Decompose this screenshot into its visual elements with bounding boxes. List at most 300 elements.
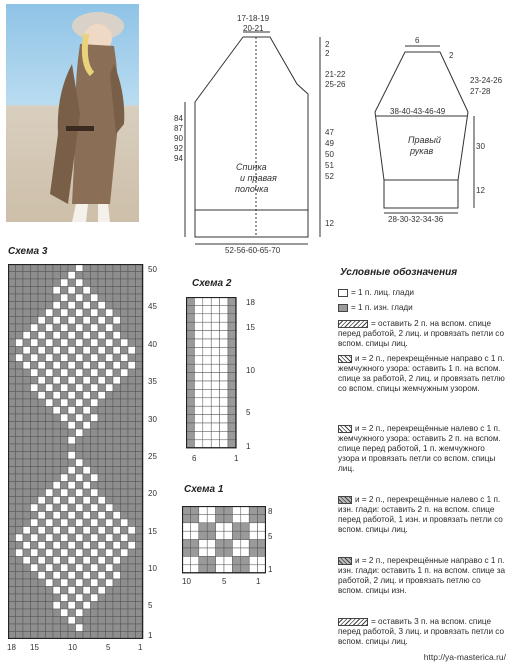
- grid-cell: [211, 431, 219, 439]
- grid-cell: [53, 534, 61, 542]
- grid-cell: [216, 531, 224, 539]
- grid-cell: [61, 587, 69, 595]
- grid-cell: [76, 429, 84, 437]
- grid-cell: [38, 497, 46, 505]
- grid-cell: [8, 467, 16, 475]
- grid-cell: [53, 474, 61, 482]
- grid-cell: [68, 392, 76, 400]
- grid-cell: [136, 399, 144, 407]
- grid-cell: [68, 452, 76, 460]
- grid-cell: [68, 377, 76, 385]
- grid-cell: [258, 540, 266, 548]
- grid-cell: [23, 444, 31, 452]
- grid-cell: [61, 302, 69, 310]
- grid-cell: [53, 369, 61, 377]
- grid-cell: [106, 287, 114, 295]
- grid-cell: [199, 514, 207, 522]
- grid-cell: [106, 347, 114, 355]
- grid-cell: [98, 489, 106, 497]
- grid-cell: [31, 519, 39, 527]
- grid-cell: [83, 527, 91, 535]
- grid-cell: [128, 437, 136, 445]
- back-top-2b: 2: [325, 49, 330, 58]
- schema3-title: Схема 3: [8, 246, 48, 257]
- grid-cell: [207, 540, 215, 548]
- grid-cell: [128, 272, 136, 280]
- grid-cell: [61, 579, 69, 587]
- grid-cell: [61, 474, 69, 482]
- grid-cell: [128, 384, 136, 392]
- grid-cell: [8, 369, 16, 377]
- grid-cell: [53, 422, 61, 430]
- grid-cell: [203, 347, 211, 355]
- grid-cell: [61, 519, 69, 527]
- grid-cell: [23, 617, 31, 625]
- grid-cell: [53, 497, 61, 505]
- grid-cell: [53, 617, 61, 625]
- grid-cell: [91, 437, 99, 445]
- grid-cell: [53, 339, 61, 347]
- grid-cell: [16, 572, 24, 580]
- grid-cell: [203, 423, 211, 431]
- grid-cell: [83, 609, 91, 617]
- grid-cell: [91, 399, 99, 407]
- grid-cell: [61, 482, 69, 490]
- grid-cell: [61, 512, 69, 520]
- grid-cell: [83, 294, 91, 302]
- sleeve-label-1: Правый: [408, 135, 441, 145]
- grid-cell: [228, 305, 236, 313]
- grid-cell: [76, 504, 84, 512]
- grid-cell: [106, 369, 114, 377]
- grid-cell: [121, 429, 129, 437]
- grid-cell: [194, 322, 202, 330]
- grid-cell: [76, 294, 84, 302]
- grid-cell: [68, 519, 76, 527]
- grid-cell: [23, 384, 31, 392]
- grid-cell: [128, 332, 136, 340]
- legend-item-cable-2: = оставить 2 п. на вспом. спице перед работой, 2 лиц. и провязать петли со вспом. спицы лиц.: [338, 319, 505, 348]
- grid-cell: [211, 423, 219, 431]
- grid-cell: [91, 519, 99, 527]
- grid-cell: [203, 406, 211, 414]
- grid-cell: [91, 369, 99, 377]
- grid-cell: [128, 287, 136, 295]
- grid-cell: [31, 564, 39, 572]
- grid-cell: [23, 407, 31, 415]
- grid-cell: [61, 617, 69, 625]
- grid-cell: [182, 548, 190, 556]
- grid-cell: [98, 587, 106, 595]
- grid-cell: [106, 354, 114, 362]
- grid-cell: [232, 556, 240, 564]
- grid-cell: [16, 422, 24, 430]
- grid-cell: [8, 489, 16, 497]
- schema2-title: Схема 2: [192, 278, 232, 289]
- grid-cell: [61, 609, 69, 617]
- grid-cell: [228, 297, 236, 305]
- grid-cell: [83, 504, 91, 512]
- grid-cell: [68, 587, 76, 595]
- grid-cell: [128, 302, 136, 310]
- grid-cell: [182, 540, 190, 548]
- grid-cell: [91, 272, 99, 280]
- grid-cell: [91, 557, 99, 565]
- grid-cell: [31, 512, 39, 520]
- grid-cell: [98, 279, 106, 287]
- grid-cell: [8, 429, 16, 437]
- grid-cell: [91, 632, 99, 640]
- grid-cell: [113, 549, 121, 557]
- grid-cell: [113, 309, 121, 317]
- grid-cell: [38, 279, 46, 287]
- grid-cell: [68, 504, 76, 512]
- grid-cell: [106, 339, 114, 347]
- grid-cell: [68, 497, 76, 505]
- grid-cell: [83, 317, 91, 325]
- grid-cell: [16, 624, 24, 632]
- grid-cell: [136, 459, 144, 467]
- grid-cell: [61, 459, 69, 467]
- grid-cell: [136, 602, 144, 610]
- grid-cell: [23, 422, 31, 430]
- grid-cell: [23, 602, 31, 610]
- grid-cell: [46, 534, 54, 542]
- grid-cell: [136, 617, 144, 625]
- grid-cell: [46, 549, 54, 557]
- grid-cell: [23, 564, 31, 572]
- grid-cell: [216, 506, 224, 514]
- grid-cell: [121, 617, 129, 625]
- grid-cell: [91, 564, 99, 572]
- grid-cell: [16, 602, 24, 610]
- grid-cell: [121, 542, 129, 550]
- grid-cell: [98, 617, 106, 625]
- back-height-3: 90: [174, 134, 183, 143]
- grid-cell: [16, 347, 24, 355]
- grid-cell: [91, 624, 99, 632]
- grid-cell: [31, 527, 39, 535]
- grid-cell: [83, 429, 91, 437]
- grid-cell: [113, 429, 121, 437]
- grid-cell: [76, 542, 84, 550]
- grid-cell: [136, 632, 144, 640]
- grid-cell: [31, 632, 39, 640]
- grid-cell: [121, 369, 129, 377]
- grid-cell: [16, 519, 24, 527]
- grid-cell: [38, 624, 46, 632]
- grid-cell: [106, 444, 114, 452]
- grid-cell: [61, 632, 69, 640]
- grid-cell: [113, 542, 121, 550]
- grid-cell: [38, 377, 46, 385]
- grid-cell: [194, 398, 202, 406]
- grid-cell: [128, 497, 136, 505]
- grid-cell: [76, 579, 84, 587]
- sleeve-bottom-width: 28-30-32-34-36: [388, 215, 444, 224]
- grid-cell: [186, 440, 194, 448]
- grid-cell: [68, 602, 76, 610]
- grid-cell: [16, 354, 24, 362]
- grid-cell: [98, 452, 106, 460]
- grid-cell: [136, 489, 144, 497]
- grid-cell: [121, 407, 129, 415]
- grid-cell: [216, 565, 224, 573]
- grid-cell: [190, 556, 198, 564]
- grid-cell: [83, 324, 91, 332]
- grid-cell: [113, 347, 121, 355]
- grid-cell: [8, 384, 16, 392]
- grid-cell: [98, 369, 106, 377]
- grid-cell: [76, 497, 84, 505]
- grid-cell: [68, 617, 76, 625]
- grid-cell: [46, 617, 54, 625]
- grid-cell: [68, 467, 76, 475]
- grid-cell: [8, 377, 16, 385]
- grid-cell: [38, 452, 46, 460]
- grid-cell: [16, 302, 24, 310]
- grid-cell: [46, 452, 54, 460]
- grid-cell: [46, 482, 54, 490]
- grid-cell: [53, 587, 61, 595]
- grid-cell: [76, 534, 84, 542]
- grid-cell: [106, 362, 114, 370]
- grid-cell: [186, 381, 194, 389]
- grid-cell: [76, 519, 84, 527]
- grid-cell: [194, 339, 202, 347]
- grid-cell: [23, 474, 31, 482]
- grid-cell: [68, 309, 76, 317]
- grid-cell: [98, 332, 106, 340]
- grid-cell: [211, 339, 219, 347]
- grid-cell: [216, 540, 224, 548]
- back-height-5: 94: [174, 154, 183, 163]
- grid-cell: [76, 354, 84, 362]
- grid-cell: [53, 309, 61, 317]
- grid-cell: [8, 309, 16, 317]
- grid-cell: [76, 482, 84, 490]
- grid-cell: [136, 452, 144, 460]
- grid-cell: [113, 264, 121, 272]
- grid-cell: [249, 565, 257, 573]
- grid-cell: [53, 294, 61, 302]
- grid-cell: [98, 392, 106, 400]
- grid-cell: [128, 632, 136, 640]
- grid-cell: [91, 264, 99, 272]
- grid-cell: [121, 602, 129, 610]
- grid-cell: [113, 497, 121, 505]
- grid-cell: [61, 549, 69, 557]
- grid-cell: [76, 602, 84, 610]
- grid-cell: [220, 339, 228, 347]
- grid-cell: [23, 504, 31, 512]
- grid-cell: [113, 399, 121, 407]
- grid-cell: [31, 272, 39, 280]
- grid-cell: [46, 264, 54, 272]
- grid-cell: [76, 617, 84, 625]
- grid-cell: [211, 373, 219, 381]
- grid-cell: [91, 324, 99, 332]
- back-top-width: 17-18-19: [237, 14, 270, 23]
- grid-cell: [224, 556, 232, 564]
- grid-cell: [232, 506, 240, 514]
- grid-cell: [228, 423, 236, 431]
- grid-cell: [76, 512, 84, 520]
- sleeve-top-right: 2: [449, 51, 454, 60]
- legend-item-knit: = 1 п. лиц. глади: [338, 288, 506, 298]
- grid-cell: [83, 369, 91, 377]
- grid-cell: [128, 624, 136, 632]
- grid-cell: [83, 579, 91, 587]
- grid-cell: [16, 632, 24, 640]
- grid-cell: [83, 482, 91, 490]
- schema3-y-25: 25: [148, 452, 157, 461]
- coat-figure: [6, 4, 139, 222]
- grid-cell: [68, 542, 76, 550]
- grid-cell: [53, 414, 61, 422]
- grid-cell: [38, 339, 46, 347]
- schema3-y-10: 10: [148, 564, 157, 573]
- grid-cell: [128, 459, 136, 467]
- grid-cell: [16, 287, 24, 295]
- grid-cell: [46, 557, 54, 565]
- grid-cell: [76, 624, 84, 632]
- grid-cell: [68, 369, 76, 377]
- grid-cell: [136, 564, 144, 572]
- grid-cell: [23, 482, 31, 490]
- grid-cell: [98, 474, 106, 482]
- grid-cell: [23, 497, 31, 505]
- grid-cell: [46, 377, 54, 385]
- grid-cell: [31, 422, 39, 430]
- grid-cell: [98, 572, 106, 580]
- grid-cell: [53, 572, 61, 580]
- grid-cell: [136, 534, 144, 542]
- grid-cell: [46, 504, 54, 512]
- grid-cell: [106, 429, 114, 437]
- grid-cell: [8, 609, 16, 617]
- grid-cell: [91, 347, 99, 355]
- schema1-x-1: 1: [256, 577, 261, 586]
- grid-cell: [53, 317, 61, 325]
- grid-cell: [38, 549, 46, 557]
- grid-cell: [16, 609, 24, 617]
- grid-cell: [53, 287, 61, 295]
- grid-cell: [203, 389, 211, 397]
- grid-cell: [98, 519, 106, 527]
- grid-cell: [98, 422, 106, 430]
- grid-cell: [128, 579, 136, 587]
- grid-cell: [16, 294, 24, 302]
- grid-cell: [23, 377, 31, 385]
- grid-cell: [61, 504, 69, 512]
- grid-cell: [76, 377, 84, 385]
- grid-cell: [31, 489, 39, 497]
- grid-cell: [106, 414, 114, 422]
- grid-cell: [31, 309, 39, 317]
- grid-cell: [23, 542, 31, 550]
- grid-cell: [203, 314, 211, 322]
- grid-cell: [136, 347, 144, 355]
- back-top-2a: 2: [325, 40, 330, 49]
- grid-cell: [38, 632, 46, 640]
- grid-cell: [38, 317, 46, 325]
- grid-cell: [136, 332, 144, 340]
- grid-cell: [61, 467, 69, 475]
- grid-cell: [106, 624, 114, 632]
- grid-cell: [38, 512, 46, 520]
- grid-cell: [136, 287, 144, 295]
- grid-cell: [106, 309, 114, 317]
- grid-cell: [53, 407, 61, 415]
- grid-cell: [16, 482, 24, 490]
- grid-cell: [83, 444, 91, 452]
- grid-cell: [8, 392, 16, 400]
- grid-cell: [249, 556, 257, 564]
- grid-cell: [207, 548, 215, 556]
- grid-cell: [8, 632, 16, 640]
- grid-cell: [76, 489, 84, 497]
- grid-cell: [258, 565, 266, 573]
- grid-cell: [121, 467, 129, 475]
- grid-cell: [61, 324, 69, 332]
- grid-cell: [113, 444, 121, 452]
- grid-cell: [23, 429, 31, 437]
- grid-cell: [211, 331, 219, 339]
- grid-cell: [23, 347, 31, 355]
- grid-cell: [23, 587, 31, 595]
- grid-cell: [76, 609, 84, 617]
- grid-cell: [76, 587, 84, 595]
- grid-cell: [46, 414, 54, 422]
- grid-cell: [83, 467, 91, 475]
- grid-cell: [136, 482, 144, 490]
- grid-cell: [121, 332, 129, 340]
- grid-cell: [194, 415, 202, 423]
- grid-cell: [113, 489, 121, 497]
- grid-cell: [207, 523, 215, 531]
- schema3-y-1: 1: [148, 631, 153, 640]
- grid-cell: [16, 534, 24, 542]
- grid-cell: [113, 504, 121, 512]
- grid-cell: [16, 527, 24, 535]
- grid-cell: [98, 467, 106, 475]
- grid-cell: [220, 356, 228, 364]
- grid-cell: [16, 392, 24, 400]
- grid-cell: [61, 384, 69, 392]
- grid-cell: [76, 309, 84, 317]
- grid-cell: [216, 514, 224, 522]
- grid-cell: [106, 519, 114, 527]
- grid-cell: [113, 279, 121, 287]
- grid-cell: [38, 414, 46, 422]
- grid-cell: [113, 287, 121, 295]
- grid-cell: [76, 572, 84, 580]
- grid-cell: [61, 347, 69, 355]
- grid-cell: [91, 504, 99, 512]
- grid-cell: [136, 384, 144, 392]
- grid-cell: [31, 587, 39, 595]
- grid-cell: [106, 422, 114, 430]
- grid-cell: [53, 519, 61, 527]
- grid-cell: [136, 579, 144, 587]
- grid-cell: [228, 331, 236, 339]
- grid-cell: [61, 557, 69, 565]
- grid-cell: [128, 609, 136, 617]
- sleeve-raglan-1: 23-24-26: [470, 76, 503, 85]
- grid-cell: [106, 609, 114, 617]
- grid-cell: [211, 297, 219, 305]
